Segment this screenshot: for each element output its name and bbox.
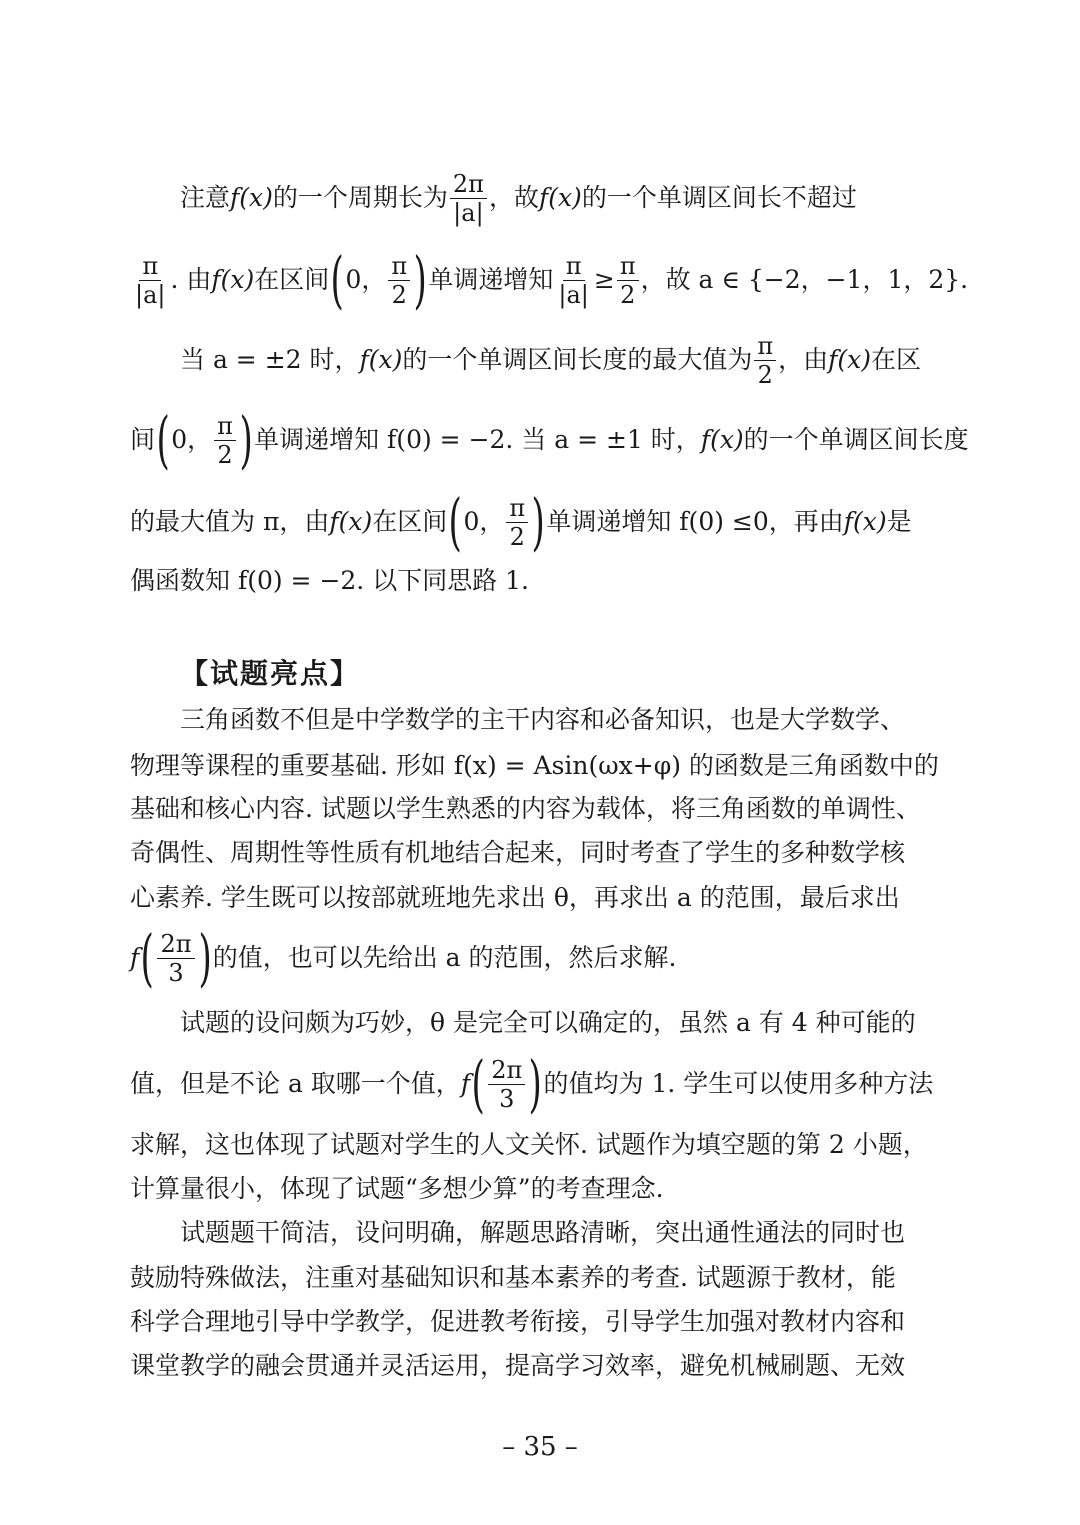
text-segment: 的一个单调区间长度	[743, 425, 969, 454]
left-paren: (	[471, 1047, 485, 1120]
fraction	[488, 1056, 525, 1113]
text-line: 物理等课程的重要基础. 形如 f(x) = Asin(ωx+φ) 的函数是三角函数中的	[130, 751, 939, 780]
right-paren: )	[239, 403, 253, 476]
text-segment: . 由	[170, 265, 212, 294]
text-segment: 单调递增知 f(0) ≤0，再由	[546, 507, 844, 536]
text-line: 科学合理地引导中学教学，促进教考衔接，引导学生加强对教材内容和	[130, 1307, 906, 1336]
left-paren: (	[330, 243, 345, 316]
text-line	[130, 922, 925, 994]
fraction-numerator: π	[563, 252, 585, 281]
right-paren: )	[413, 243, 427, 316]
math-expr: f	[460, 1069, 471, 1098]
fraction-denominator: 2	[391, 280, 407, 309]
fraction-numerator: π	[754, 332, 776, 361]
text-segment: 值，但是不论 a 取哪一个值，	[130, 1069, 461, 1098]
right-paren: )	[531, 485, 545, 558]
text-segment: 0，	[463, 507, 505, 536]
fraction	[450, 170, 487, 227]
text-segment: 的一个周期长为	[272, 183, 448, 212]
fraction-numerator: π	[388, 252, 410, 281]
text-line	[180, 324, 925, 396]
fraction-denominator: |a|	[135, 280, 166, 309]
fraction-denominator: 3	[168, 958, 184, 987]
text-line	[130, 1047, 934, 1120]
math-expr: f(x)	[828, 345, 872, 374]
text-segment: 的一个单调区间长度的最大值为	[402, 345, 753, 374]
fraction	[214, 412, 236, 469]
text-segment: ，故	[488, 183, 539, 212]
text-segment: 的值，也可以先给出 a 的范围，然后求解.	[212, 943, 677, 972]
text-segment: 的最大值为 π，由	[130, 507, 330, 536]
fraction-numerator: π	[617, 252, 639, 281]
math-expr: f(x)	[329, 507, 373, 536]
fraction-numerator: 2π	[450, 170, 487, 199]
math-expr: f(x)	[211, 265, 255, 294]
fraction-denominator: 3	[499, 1084, 515, 1113]
fraction	[132, 252, 168, 309]
fraction-denominator: |a|	[453, 198, 484, 227]
text-segment: 单调递增知	[428, 265, 554, 294]
fraction	[157, 930, 194, 987]
math-expr: f(x)	[359, 345, 403, 374]
text-segment: 注意	[180, 183, 231, 212]
left-paren: (	[140, 921, 155, 994]
fraction	[506, 494, 528, 551]
fraction-denominator: |a|	[558, 280, 589, 309]
right-paren: )	[197, 921, 212, 994]
text-segment: 单调递增知 f(0) = −2. 当 a = ±1 时，	[254, 425, 701, 454]
fraction	[555, 252, 591, 309]
text-line: 求解，这也体现了试题对学生的人文关怀. 试题作为填空题的第 2 小题，	[130, 1130, 928, 1159]
fraction-denominator: 2	[217, 440, 233, 469]
fraction-numerator: 2π	[157, 930, 194, 959]
fraction	[617, 252, 639, 309]
text-line: 奇偶性、周期性等性质有机地结合起来，同时考查了学生的多种数学核	[130, 838, 906, 867]
text-line: 基础和核心内容. 试题以学生熟悉的内容为载体，将三角函数的单调性、	[130, 794, 921, 823]
text-segment: 是	[886, 507, 912, 536]
left-paren: (	[156, 403, 170, 476]
text-line: 试题的设问颇为巧妙，θ 是完全可以确定的，虽然 a 有 4 种可能的	[180, 1008, 916, 1037]
text-segment: 0，	[171, 425, 213, 454]
text-line: 三角函数不但是中学数学的主干内容和必备知识，也是大学数学、	[180, 705, 906, 734]
fraction-denominator: 2	[757, 360, 773, 389]
text-segment: 的值均为 1. 学生可以使用多种方法	[543, 1069, 934, 1098]
text-line: 鼓励特殊做法，注重对基础知识和基本素养的考查. 试题源于教材，能	[130, 1263, 896, 1292]
text-segment: 间	[130, 425, 156, 454]
text-segment: 在区间	[254, 265, 330, 294]
text-line: 试题题干简洁，设问明确，解题思路清晰，突出通性通法的同时也	[180, 1218, 906, 1247]
fraction-numerator: π	[506, 494, 528, 523]
text-segment: 的一个单调区间长不超过	[581, 183, 857, 212]
text-segment: 在区	[871, 345, 922, 374]
text-line: 课堂教学的融会贯通并灵活运用，提高学习效率，避免机械刷题、无效	[130, 1351, 906, 1380]
left-paren: (	[448, 485, 463, 558]
fraction	[754, 332, 776, 389]
text-line: 偶函数知 f(0) = −2. 以下同思路 1.	[130, 566, 529, 595]
fraction-denominator: 2	[620, 280, 636, 309]
text-segment: ≥	[593, 265, 615, 294]
fraction-numerator: π	[139, 252, 161, 281]
text-line: 计算量很小，体现了试题“多想少算”的考查理念.	[130, 1174, 664, 1203]
fraction	[388, 252, 410, 309]
text-line	[180, 162, 925, 234]
fraction-denominator: 2	[509, 522, 525, 551]
text-line	[130, 243, 969, 316]
text-segment: 在区间	[372, 507, 448, 536]
text-line: 心素养. 学生既可以按部就班地先求出 θ，再求出 a 的范围，最后求出	[130, 883, 900, 912]
text-segment: ，故 a ∈ {−2，−1，1，2}.	[640, 265, 969, 294]
fraction-numerator: π	[214, 412, 236, 441]
math-expr: f	[130, 943, 140, 972]
right-paren: )	[528, 1047, 543, 1120]
text-segment: 当 a = ±2 时，	[180, 345, 360, 374]
text-segment: 0，	[345, 265, 387, 294]
math-expr: f(x)	[843, 507, 887, 536]
page-number: – 35 –	[502, 1432, 578, 1462]
math-expr: f(x)	[538, 183, 582, 212]
section-heading: 【试题亮点】	[180, 657, 361, 690]
text-line	[130, 486, 925, 558]
fraction-numerator: 2π	[488, 1056, 525, 1085]
math-expr: f(x)	[230, 183, 273, 212]
math-expr: f(x)	[700, 425, 744, 454]
text-segment: ，由	[778, 345, 829, 374]
text-line	[130, 403, 969, 476]
